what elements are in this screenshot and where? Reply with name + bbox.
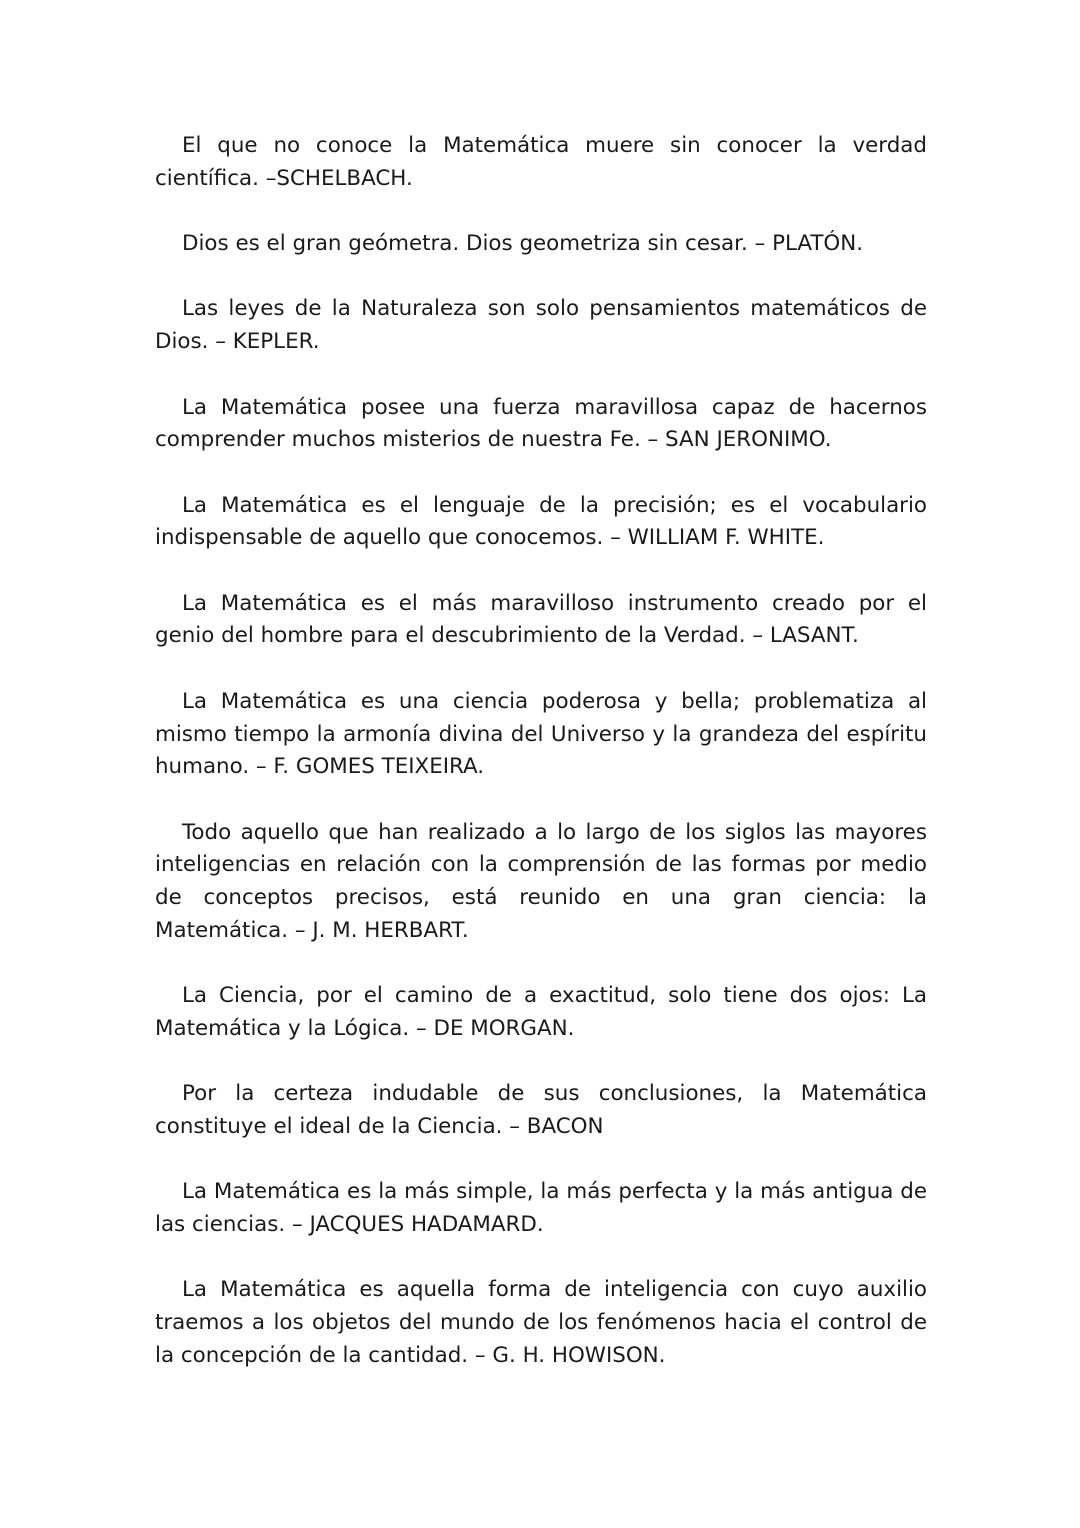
quote-paragraph: La Matemática es una ciencia poderosa y bella; problematiza al mismo tiempo la armonía divina del Universo y la grandeza del espíritu humano. – F. GOMES TEIXEIRA. bbox=[155, 688, 927, 780]
quote-paragraph: Todo aquello que han realizado a lo largo de los siglos las mayores inteligencias en relación con la comprensión de las formas por medio de conceptos precisos, está reunido en una gran ciencia: la Matemática. – J. M. HERBART. bbox=[155, 819, 927, 943]
quote-paragraph: Las leyes de la Naturaleza son solo pensamientos matemáticos de Dios. – KEPLER. bbox=[155, 296, 927, 355]
quote-paragraph: La Ciencia, por el camino de a exactitud, solo tiene dos ojos: La Matemática y la Lógica. – DE MORGAN. bbox=[155, 983, 927, 1041]
document-page bbox=[155, 130, 927, 1405]
quote-paragraph: La Matemática es el más maravilloso instrumento creado por el genio del hombre para el descubrimiento de la Verdad. – LASANT. bbox=[155, 590, 927, 649]
quote-paragraph: Por la certeza indudable de sus conclusiones, la Matemática constituye el ideal de la Ciencia. – BACON bbox=[155, 1081, 927, 1139]
quote-paragraph: Dios es el gran geómetra. Dios geometriza sin cesar. – PLATÓN. bbox=[182, 231, 864, 257]
quote-paragraph: La Matemática es aquella forma de inteligencia con cuyo auxilio traemos a los objetos del mundo de los fenómenos hacia el control de la concepción de la cantidad. – G. H. HOWISON. bbox=[155, 1277, 927, 1368]
quote-paragraph: La Matemática es el lenguaje de la precisión; es el vocabulario indispensable de aquello que conocemos. – WILLIAM F. WHITE. bbox=[155, 492, 927, 551]
quote-paragraph: La Matemática posee una fuerza maravillosa capaz de hacernos comprender muchos misterios de nuestra Fe. – SAN JERONIMO. bbox=[155, 394, 927, 453]
quote-paragraph: La Matemática es la más simple, la más perfecta y la más antigua de las ciencias. – JACQUES HADAMARD. bbox=[155, 1179, 927, 1238]
quote-paragraph: El que no conoce la Matemática muere sin conocer la verdad científica. –SCHELBACH. bbox=[155, 133, 927, 191]
